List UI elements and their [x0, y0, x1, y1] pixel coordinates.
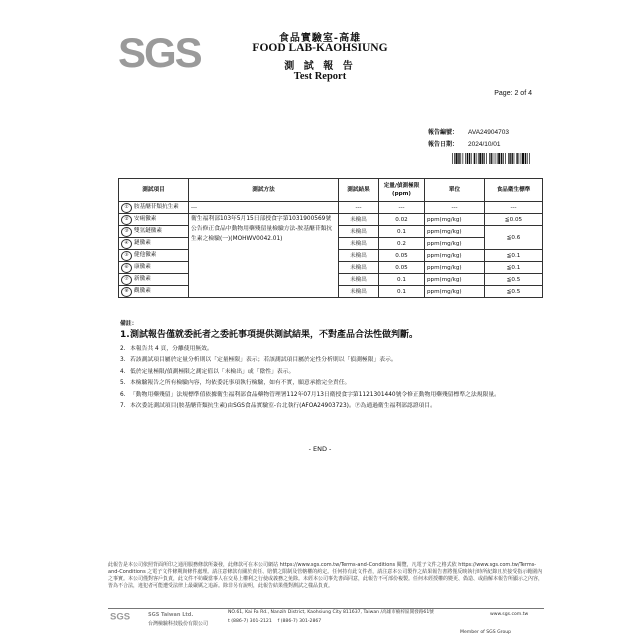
header-standard-text: 食品衛生標準: [496, 187, 531, 193]
note-text: 「動物用藥殘留」法規標準值依據衛生福利部食品藥物管理署112年07月13日衛授食字第1121301440號令修正動物用藥殘留標準之法規限量。: [130, 391, 500, 398]
cell-unit: ppm(mg/kg): [425, 226, 485, 238]
cell-item: [119, 214, 189, 226]
cell-method: ---: [189, 202, 339, 214]
cell-item: [119, 250, 189, 262]
company-address: NO.61, Kai Fa Rd., Nanzih District, Kaohsiung City 811637, Taiwan /高雄市楠梓區開發路61號: [228, 610, 434, 615]
note-item: [120, 329, 560, 341]
table-row: [119, 202, 543, 214]
item-name: 安痢黴素: [134, 216, 157, 222]
cell-limit: 0.1: [379, 226, 425, 238]
results-table: [118, 178, 543, 298]
cell-limit: 0.1: [379, 286, 425, 298]
row-number: ③: [121, 227, 132, 237]
cell-standard: ≦0.1: [485, 250, 543, 262]
item-name: 雙氫鏈黴素: [134, 228, 162, 234]
note-index: 7.: [120, 403, 126, 409]
header-test-item: 測試項目: [119, 179, 189, 202]
header-standard: [485, 179, 543, 202]
cell-item: [119, 286, 189, 298]
item-name: 健他黴素: [134, 252, 157, 258]
phone: t (886-7) 301-2121: [228, 618, 272, 624]
report-number-row: [410, 127, 509, 136]
cell-result: 未檢出: [339, 262, 379, 274]
item-name: 康黴素: [134, 264, 151, 270]
note-text: 低於定量極限/偵測極限之測定值以「未檢出」或「陰性」表示。: [130, 368, 295, 375]
cell-result: ---: [339, 202, 379, 214]
table-row: [119, 214, 543, 226]
cell-standard: ≦0.1: [485, 262, 543, 274]
note-index: 3.: [120, 357, 126, 363]
cell-standard: ≦0.05: [485, 214, 543, 226]
cell-standard: ≦0.5: [485, 274, 543, 286]
cell-item: [119, 202, 189, 214]
report-date-label: 報告日期：: [427, 141, 458, 148]
cell-limit: ---: [379, 202, 425, 214]
barcode: [452, 153, 530, 164]
cell-limit: 0.2: [379, 238, 425, 250]
cell-limit: 0.05: [379, 262, 425, 274]
cell-method-merged: 衛生福利部103年5月15日部授食字第1031900569號公告修正食品中動物用藥殘留量檢驗方法-胺基醣苷類抗生素之檢驗(一)(MOHWV0042.01): [189, 214, 339, 298]
legal-disclaimer: 此報告是本公司依照背面所印之通用服務條款所簽發，此條款可在本公司網站 https://www.sgs.com.tw/Terms-and-Conditions 閱覽，凡電子文件之格式依 https://www.sgs.com.tw/Terms-and-Conditions 之電子文件條期與條件處理。請注意條款有關於責任、賠償之限制及管轄權的約定。任何持有此文件者，請注意本公司製作之結果報告書將僅反映執行時所紀錄且於接受指示範圍內之事實。本公司僅對客戶負責，此文件不妨礙當事人在交易上權利之行使或義務之免除。未經本公司事先書面同意，此報告不可部份複製。任何未經授權的變更、偽造、或曲解本報告所顯示之內容，皆為不合法，違犯者可能遭受法律上最嚴厲之追訴。除非另有說明，此報告結果僅對測試之樣品負責。: [108, 562, 544, 589]
cell-standard: ≦0.5: [485, 286, 543, 298]
note-index: 1.: [120, 330, 130, 340]
note-index: 6.: [120, 391, 126, 398]
cell-result: 未檢出: [339, 250, 379, 262]
item-name: 觀黴素: [134, 288, 151, 294]
header-test-method: 測試方法: [189, 179, 339, 202]
cell-item: [119, 262, 189, 274]
cell-result: 未檢出: [339, 274, 379, 286]
note-item: [120, 379, 560, 387]
cell-limit: 0.05: [379, 250, 425, 262]
note-item: [120, 345, 560, 353]
company-name-en: SGS Taiwan Ltd.: [148, 612, 194, 618]
note-text: 本報告共 4 頁，分離使用無效。: [130, 345, 213, 352]
website: www.sgs.com.tw: [490, 612, 529, 617]
lab-name-cn: 食品實驗室-高雄: [278, 33, 362, 44]
cell-limit: 0.1: [379, 274, 425, 286]
cell-unit: ppm(mg/kg): [425, 238, 485, 250]
cell-result: 未檢出: [339, 238, 379, 250]
cell-unit: ppm(mg/kg): [425, 274, 485, 286]
page-number: Page: 2 of 4: [494, 90, 532, 97]
row-number: ⑧: [121, 287, 132, 297]
report-number-label: 報告編號：: [427, 129, 458, 136]
report-date-value: 2024/10/01: [468, 141, 501, 148]
sgs-footer-logo: [110, 611, 140, 621]
note-item: [120, 402, 560, 410]
note-text: 若該測試項目屬於定量分析則以「定量極限」表示；若該測試項目屬於定性分析則以「偵測極限」表示。: [130, 357, 397, 363]
contact-line: [228, 619, 468, 626]
notes-section: [120, 318, 560, 414]
row-number: ⑤: [121, 251, 132, 261]
note-index: 4.: [120, 368, 126, 375]
cell-standard: ---: [485, 202, 543, 214]
sgs-logo-text: SGS: [118, 31, 201, 71]
cell-standard-merged: ≦0.6: [485, 226, 543, 250]
report-number-value: AVA24904703: [468, 129, 509, 136]
header-unit: 單位: [425, 179, 485, 202]
report-date-row: [410, 139, 501, 148]
row-number: ⑥: [121, 263, 132, 273]
cell-result: 未檢出: [339, 214, 379, 226]
member-of-sgs-group: Member of SGS Group: [460, 630, 512, 635]
note-item: [120, 368, 560, 376]
note-text: 本次委託測試項目(胺基醣苷類抗生素)由SGS食品實驗室-台北執行(AFOA24903723)。Ⓟ為通過衛生福利部認證項目。: [130, 403, 436, 409]
footer-company: [148, 612, 208, 627]
cell-unit: ---: [425, 202, 485, 214]
cell-unit: ppm(mg/kg): [425, 262, 485, 274]
cell-result: 未檢出: [339, 286, 379, 298]
table-header-row: [119, 179, 543, 202]
cell-limit: 0.02: [379, 214, 425, 226]
cell-unit: ppm(mg/kg): [425, 250, 485, 262]
footer-address-block: [228, 610, 468, 625]
cell-item: [119, 274, 189, 286]
header-limit: [379, 179, 425, 202]
notes-title: 備註：: [120, 321, 138, 327]
sgs-footer-logo-text: SGS: [110, 611, 131, 621]
row-number: ④: [121, 239, 132, 249]
header-limit-text: 定量/偵測極限(ppm): [383, 183, 420, 197]
row-number: ②: [121, 215, 132, 225]
cell-item: [119, 238, 189, 250]
cell-result: 未檢出: [339, 226, 379, 238]
note-index: 2.: [120, 345, 126, 352]
note-text: 測試報告僅就委託者之委託事項提供測試結果，不對產品合法性做判斷。: [130, 330, 419, 340]
report-title-cn: 測 試 報 告: [284, 61, 356, 72]
lab-name-en: FOOD LAB-KAOHSIUNG: [252, 42, 388, 54]
cell-item: [119, 226, 189, 238]
footer-divider: [108, 608, 544, 609]
header-result: 測試結果: [339, 179, 379, 202]
end-marker: - END -: [308, 445, 332, 453]
note-text: 本檢驗報告之所有檢驗內容，均依委託事項執行檢驗，如有不實，願意承擔完全責任。: [130, 380, 351, 386]
note-item: [120, 356, 560, 364]
note-item: [120, 391, 560, 399]
item-name: 鏈黴素: [134, 240, 151, 246]
cell-unit: ppm(mg/kg): [425, 214, 485, 226]
item-name: 胺基醣苷類抗生素: [134, 204, 179, 210]
row-number: ①: [121, 203, 132, 213]
note-index: 5.: [120, 380, 126, 386]
fax: f (886-7) 301-2867: [277, 618, 322, 624]
company-name-cn: 台灣檢驗科技股份有限公司: [148, 621, 209, 627]
cell-unit: ppm(mg/kg): [425, 286, 485, 298]
report-title-en: Test Report: [293, 71, 347, 82]
item-name: 新黴素: [134, 276, 151, 282]
row-number: ⑦: [121, 275, 132, 285]
